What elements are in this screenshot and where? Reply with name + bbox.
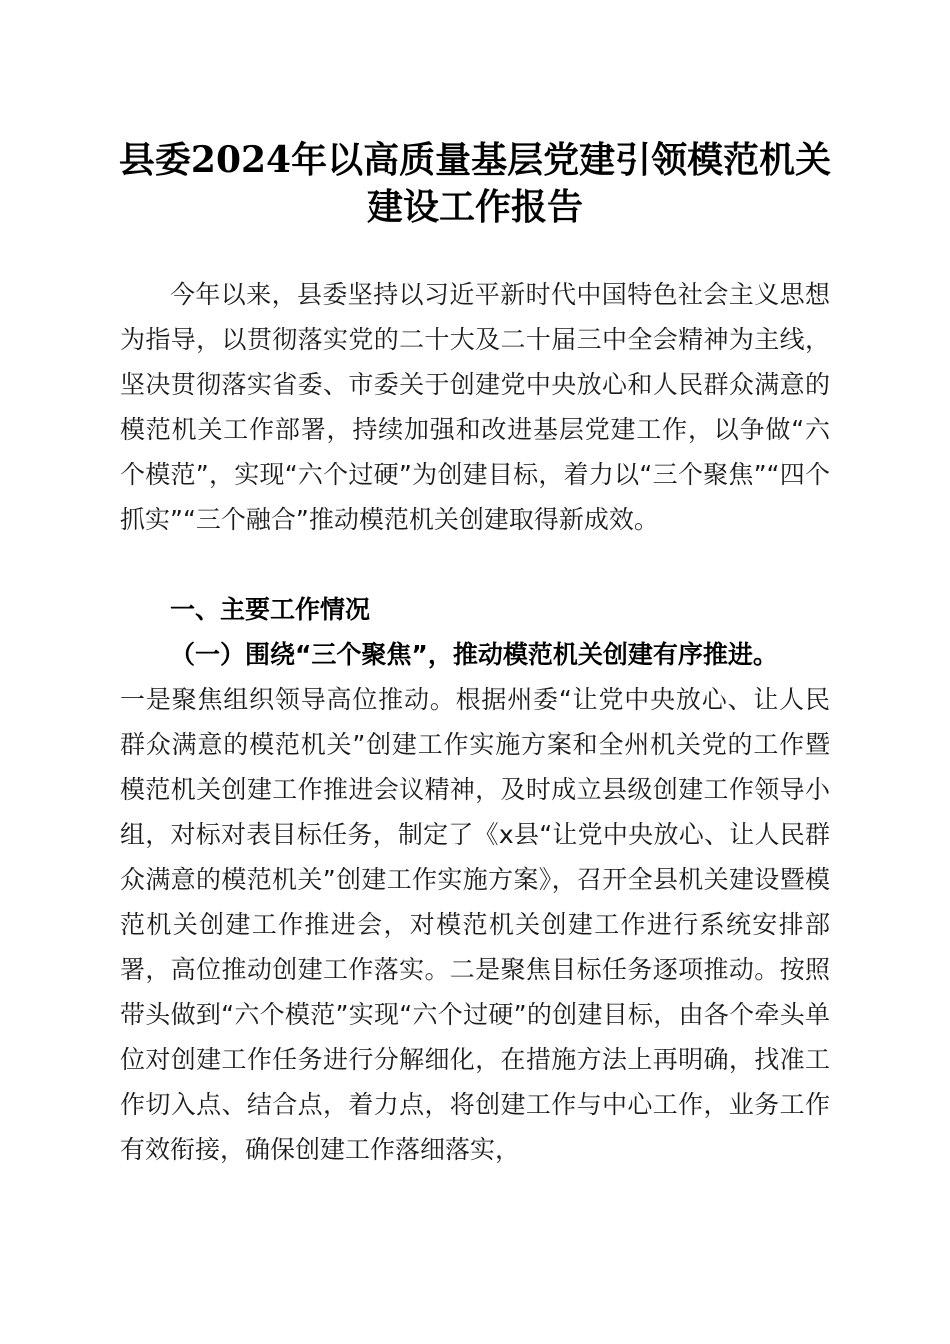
document-title-line-2: 建设工作报告 bbox=[366, 186, 583, 228]
subsection-heading-three-focuses: （一）围绕“三个聚焦”，推动模范机关创建有序推进。 bbox=[170, 640, 778, 669]
intro-paragraph: 今年以来，县委坚持以习近平新时代中国特色社会主义思想为指导，以贯彻落实党的二十大及二十届三中全会精神为主线，坚决贯彻落实省委、市委关于创建党中央放心和人民群众满意的模范机关工作部署，持续加强和改进基层党建工作，以争做“六个模范”，实现“六个过硬”为创建目标，着力以“三个聚焦”“四个抓实”“三个融合”推动模范机关创建取得新成效。 bbox=[120, 280, 830, 534]
document-title-line-1: 县委2024年以高质量基层党建引领模范机关 bbox=[118, 139, 832, 181]
subsection-body-paragraph: 一是聚焦组织领导高位推动。根据州委“让党中央放心、让人民群众满意的模范机关”创建工作实施方案和全州机关党的工作暨模范机关创建工作推进会议精神，及时成立县级创建工作领导小组，对标对表目标任务，制定了《x县“让党中央放心、让人民群众满意的模范机关”创建工作实施方案》，召开全县机关建设暨模范机关创建工作推进会，对模范机关创建工作进行系统安排部署，高位推动创建工作落实。二是聚焦目标任务逐项推动。按照带头做到“六个模范”实现“六个过硬”的创建目标，由各个牵头单位对创建工作任务进行分解细化，在措施方法上再明确，找准工作切入点、结合点，着力点，将创建工作与中心工作，业务工作有效衔接，确保创建工作落细落实， bbox=[120, 685, 830, 1164]
section-heading-main-work: 一、主要工作情况 bbox=[170, 595, 371, 624]
